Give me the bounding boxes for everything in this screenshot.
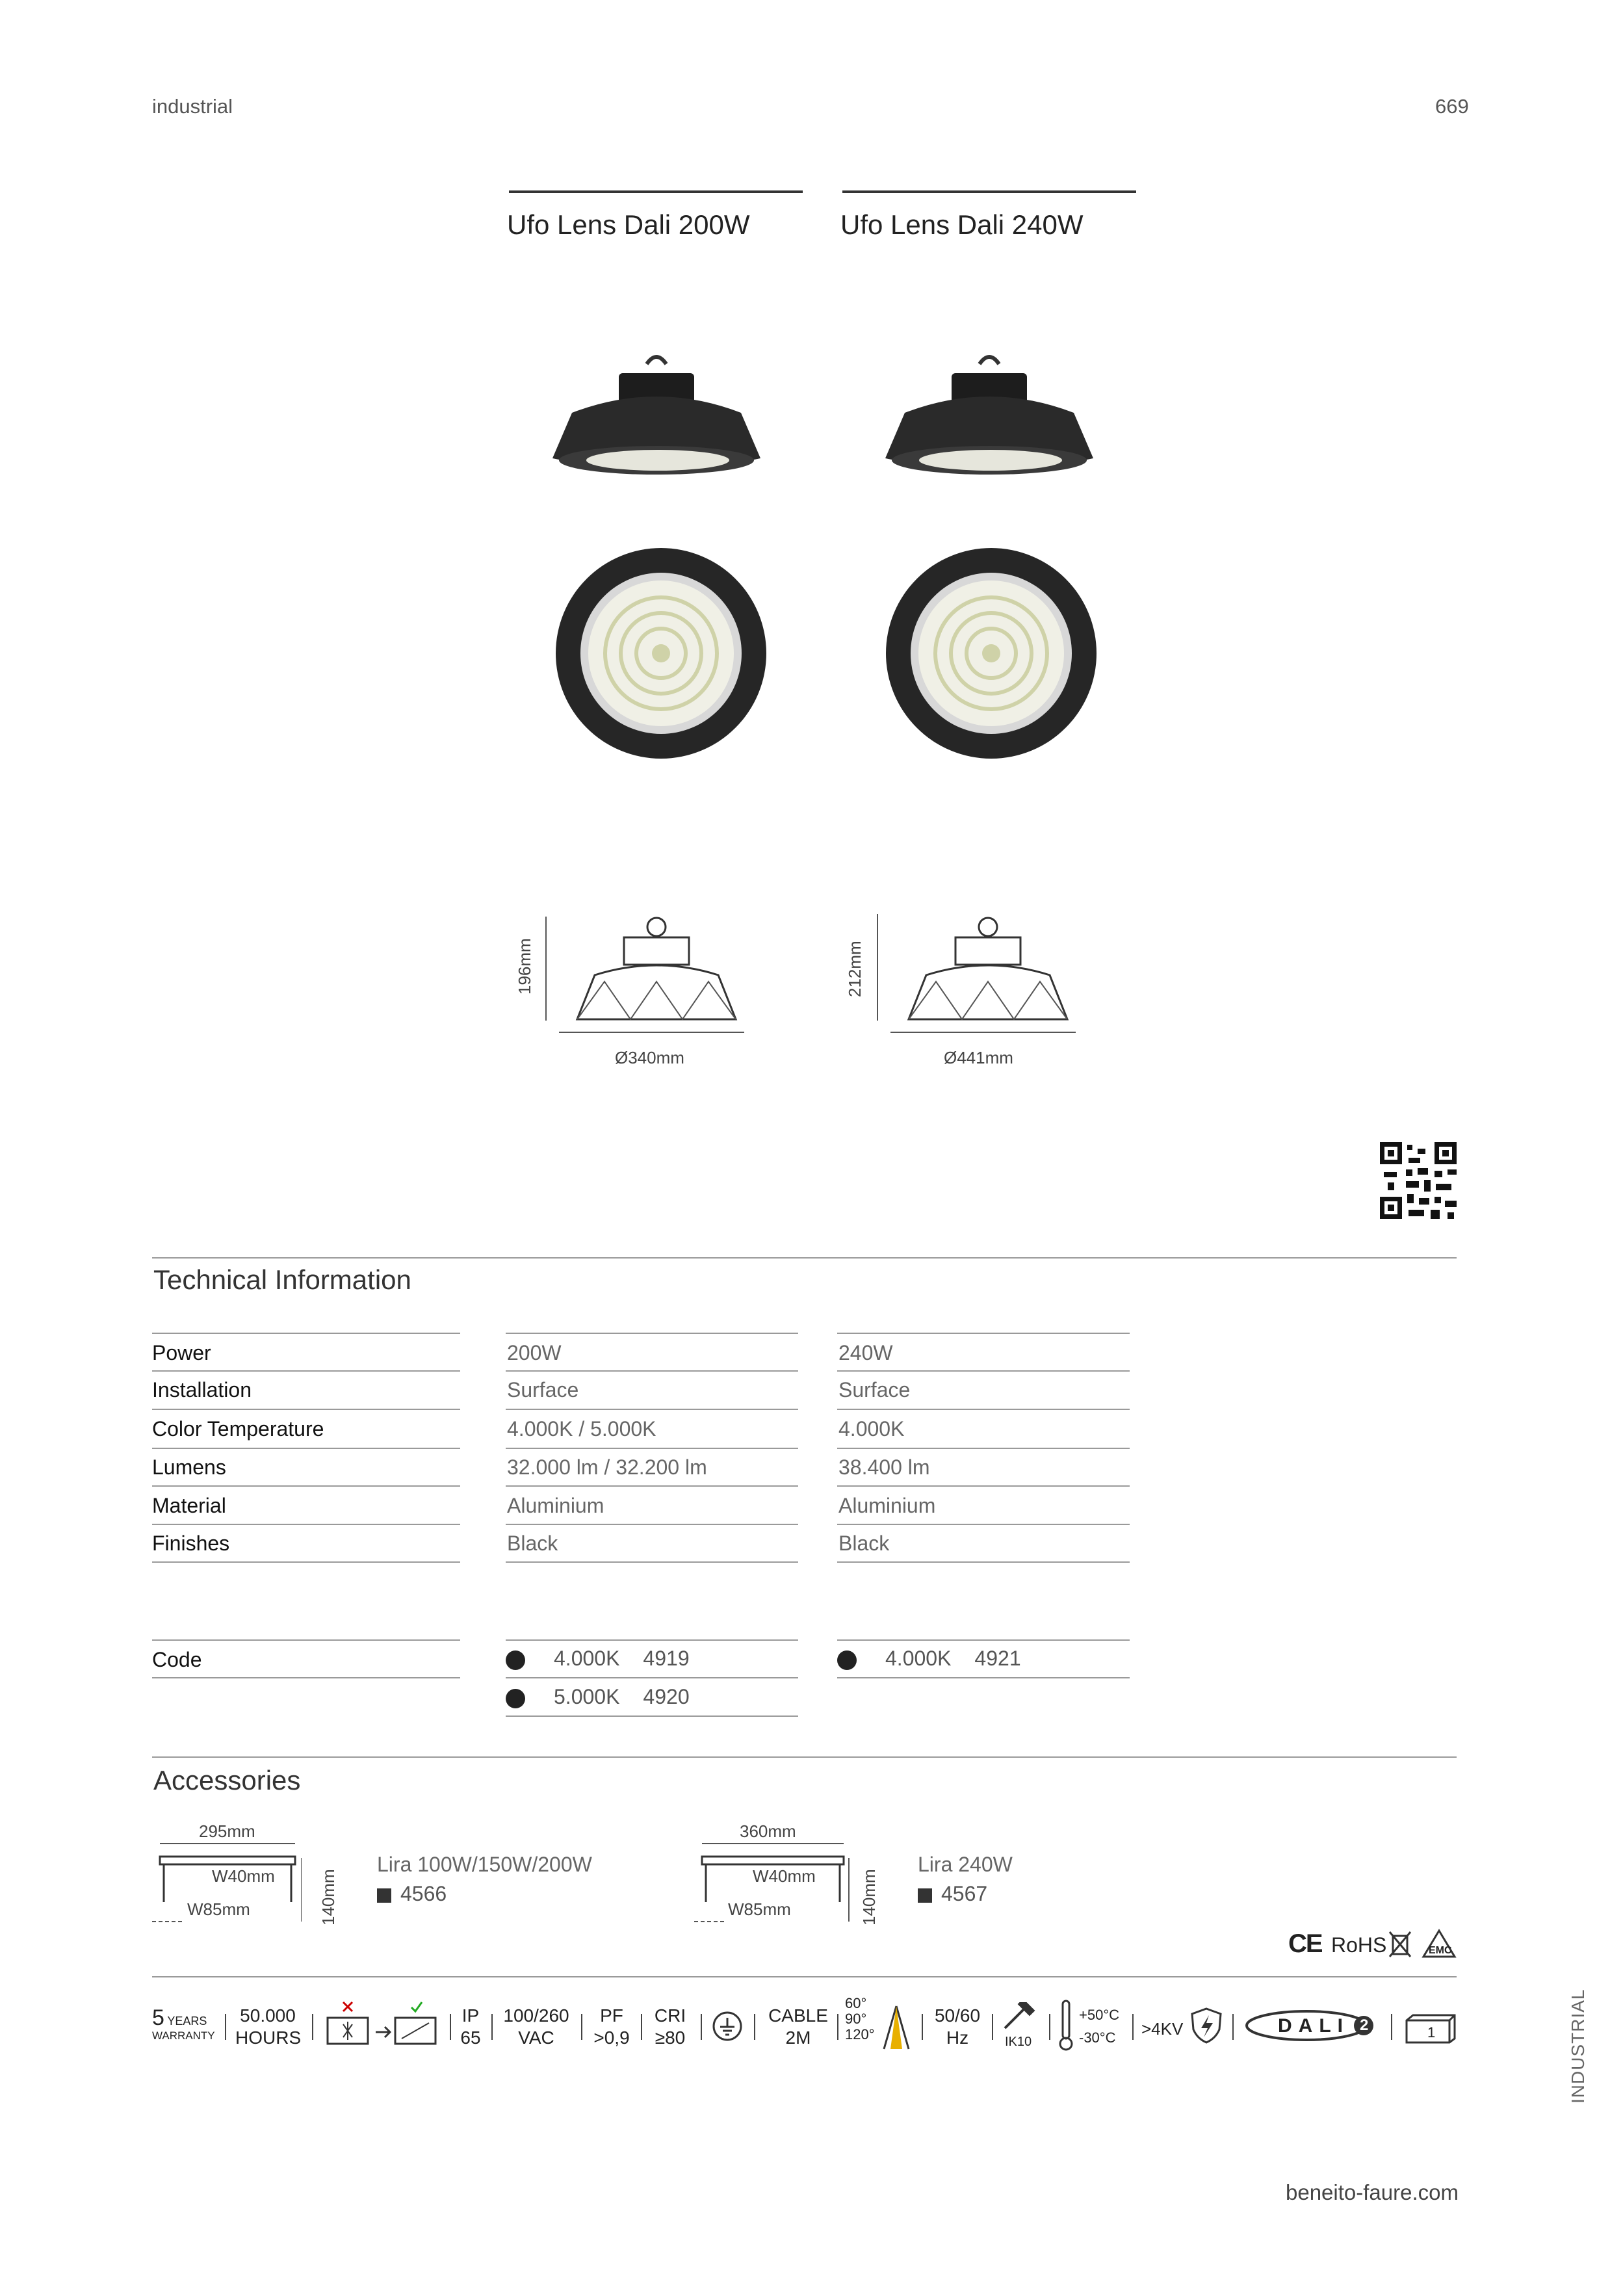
warranty-number: 5 [152, 2005, 164, 2030]
separator [1232, 2014, 1234, 2040]
cable-length [766, 2005, 831, 2048]
row-rule [837, 1448, 1130, 1449]
accessories-section-rule [152, 1756, 1457, 1758]
beam-angles [845, 1996, 875, 2043]
separator [312, 2014, 313, 2040]
beam-angle-3: 120° [845, 2026, 875, 2043]
row-rule [506, 1485, 798, 1487]
row-rule [152, 1333, 460, 1334]
separator [754, 2014, 755, 2040]
qr-code[interactable] [1380, 1142, 1457, 1219]
emc-label: EMC [1429, 1945, 1452, 1956]
separator [1132, 2014, 1134, 2040]
black-finish-square [918, 1888, 932, 1903]
product-2-drawing [864, 910, 1079, 1040]
ip-value: 65 [460, 2027, 481, 2048]
tech-col1-finishes: Black [507, 1532, 558, 1555]
row-rule [152, 1524, 460, 1525]
accessories-title: Accessories [153, 1765, 301, 1795]
surge-shield-icon [1189, 2006, 1223, 2045]
separator [225, 2014, 226, 2040]
separator [450, 2014, 451, 2040]
pf-label: PF [600, 2005, 623, 2026]
separator [641, 2014, 642, 2040]
ce-mark: CE [1288, 1929, 1322, 1958]
temperature-high: +50°C [1079, 2007, 1120, 2023]
temperature-range [1079, 2003, 1119, 2049]
accessory-1-name: Lira 100W/150W/200W [377, 1853, 592, 1876]
dali-version: 2 [1360, 2016, 1369, 2034]
code-row-4920 [506, 1685, 690, 1709]
separator [1049, 2014, 1050, 2040]
power-factor [589, 2005, 634, 2048]
row-rule [506, 1333, 798, 1334]
tech-col2-color-temperature: 4.000K [838, 1417, 905, 1441]
code-row-4919 [506, 1647, 690, 1671]
product-1-drawing [533, 910, 747, 1040]
cri-rating [647, 2005, 693, 2048]
accessory-2-base: W85mm [728, 1899, 791, 1919]
warranty-badge [152, 2006, 215, 2042]
row-rule [152, 1409, 460, 1410]
code-row-4921 [837, 1647, 1021, 1671]
product-1-rule [509, 190, 803, 193]
product-1-diameter-label: Ø340mm [615, 1048, 684, 1067]
row-rule [837, 1524, 1130, 1525]
separator [491, 2014, 493, 2040]
cri-value: ≥80 [655, 2027, 686, 2048]
code-number: 4919 [643, 1647, 690, 1670]
accessory-2-inner: W40mm [753, 1866, 816, 1886]
row-rule [506, 1524, 798, 1525]
product-2-rule [842, 190, 1136, 193]
impact-hammer-icon [1001, 2002, 1040, 2031]
black-finish-dot [506, 1650, 525, 1670]
black-finish-dot [506, 1689, 525, 1708]
frequency-unit: Hz [946, 2027, 969, 2048]
tech-col2-lumens: 38.400 lm [838, 1455, 930, 1479]
row-rule [506, 1448, 798, 1449]
black-finish-square [377, 1888, 391, 1903]
accessory-2-height: 140mm [859, 1869, 879, 1925]
tech-col1-power: 200W [507, 1341, 562, 1364]
tech-section-title: Technical Information [153, 1264, 411, 1295]
accessory-1-base: W85mm [187, 1899, 250, 1919]
ip-rating [459, 2005, 482, 2048]
surge-protection: >4KV [1141, 2019, 1184, 2039]
footer-website[interactable]: beneito-faure.com [1286, 2180, 1459, 2204]
tech-col1-color-temperature: 4.000K / 5.000K [507, 1417, 656, 1441]
code-rule [152, 1639, 460, 1641]
warranty-years: YEARS [167, 2015, 207, 2028]
beam-angle-2: 90° [845, 2011, 867, 2028]
frequency [929, 2005, 985, 2048]
warranty-word: WARRANTY [152, 2029, 215, 2042]
code-temp: 4.000K [554, 1647, 620, 1670]
cable-label: CABLE [768, 2005, 828, 2026]
header-section-label: industrial [152, 95, 233, 118]
separator [992, 2014, 993, 2040]
tech-col1-lumens: 32.000 lm / 32.200 lm [507, 1455, 707, 1479]
row-rule [837, 1370, 1130, 1372]
tech-label-material: Material [152, 1494, 226, 1517]
tech-label-color-temperature: Color Temperature [152, 1417, 324, 1441]
accessory-2-code [918, 1882, 987, 1906]
row-rule [152, 1485, 460, 1487]
tech-label-power: Power [152, 1341, 211, 1364]
ik-rating: IK10 [1005, 2035, 1032, 2049]
separator [837, 2014, 838, 2040]
row-rule [837, 1409, 1130, 1410]
code-rule [506, 1639, 798, 1641]
tech-col2-power: 240W [838, 1341, 893, 1364]
code-label: Code [152, 1648, 202, 1671]
tech-col2-installation: Surface [838, 1378, 911, 1402]
tech-col1-material: Aluminium [507, 1494, 604, 1517]
code-number: 4920 [643, 1685, 690, 1708]
accessory-2-name: Lira 240W [918, 1853, 1013, 1876]
ip-label: IP [461, 2005, 480, 2026]
side-section-label: INDUSTRIAL [1568, 1989, 1588, 2104]
product-2-side-image [879, 351, 1100, 481]
product-1-bottom-image [554, 546, 768, 761]
tech-col1-installation: Surface [507, 1378, 579, 1402]
row-rule [152, 1448, 460, 1449]
voltage-unit: VAC [518, 2027, 554, 2048]
rohs-mark: RoHS [1331, 1933, 1387, 1957]
page-number: 669 [1435, 95, 1469, 118]
row-rule [506, 1370, 798, 1372]
cri-label: CRI [654, 2005, 686, 2026]
tech-label-finishes: Finishes [152, 1532, 230, 1555]
code-temp: 4.000K [885, 1647, 952, 1670]
product-2-height-label: 212mm [845, 941, 864, 997]
product-1-title: Ufo Lens Dali 200W [507, 209, 750, 240]
ground-earth-icon [711, 2010, 744, 2042]
separator [581, 2014, 582, 2040]
code-number: 4921 [974, 1647, 1021, 1670]
row-rule [837, 1485, 1130, 1487]
separator [701, 2014, 702, 2040]
tech-col2-finishes: Black [838, 1532, 890, 1555]
black-finish-dot [837, 1650, 857, 1670]
separator [1391, 2014, 1392, 2040]
voltage-rating [500, 2005, 572, 2048]
accessory-2-width: 360mm [740, 1821, 796, 1841]
icons-section-rule [152, 1976, 1457, 1977]
accessory-1-inner: W40mm [212, 1866, 275, 1886]
package-quantity: 1 [1427, 2024, 1436, 2041]
product-2-title: Ufo Lens Dali 240W [840, 209, 1084, 240]
accessory-1-code [377, 1882, 447, 1906]
dali-label: DALI [1278, 2015, 1349, 2037]
temperature-low: -30°C [1079, 2029, 1116, 2046]
row-rule [152, 1561, 460, 1563]
row-rule [506, 1561, 798, 1563]
cable-value: 2M [785, 2027, 811, 2048]
beam-angle-1: 60° [845, 1995, 867, 2011]
code-rule [837, 1677, 1130, 1678]
row-rule [506, 1409, 798, 1410]
tech-label-installation: Installation [152, 1378, 252, 1402]
row-rule [837, 1333, 1130, 1334]
voltage-value: 100/260 [503, 2005, 569, 2026]
weee-bin-icon [1387, 1929, 1413, 1959]
row-rule [152, 1370, 460, 1372]
code-rule [837, 1639, 1130, 1641]
code-rule [152, 1677, 460, 1678]
tech-label-lumens: Lumens [152, 1455, 226, 1479]
accessory-1-width: 295mm [199, 1821, 255, 1841]
tech-section-rule [152, 1257, 1457, 1259]
accessory-code-number: 4567 [941, 1882, 988, 1905]
product-2-diameter-label: Ø441mm [944, 1048, 1013, 1067]
hours-number: 50.000 [240, 2005, 296, 2026]
code-rule [506, 1715, 798, 1717]
product-2-bottom-image [884, 546, 1098, 761]
tech-col2-material: Aluminium [838, 1494, 936, 1517]
separator [922, 2014, 923, 2040]
row-rule [837, 1561, 1130, 1563]
pf-value: >0,9 [593, 2027, 630, 2048]
hours-word: HOURS [235, 2027, 302, 2048]
accessory-1-height: 140mm [318, 1869, 338, 1925]
hours-badge [235, 2005, 300, 2048]
frequency-value: 50/60 [934, 2005, 981, 2026]
code-temp: 5.000K [554, 1685, 620, 1708]
glass-replacement-icon [324, 1998, 441, 2054]
accessory-code-number: 4566 [400, 1882, 447, 1905]
product-1-side-image [546, 351, 767, 481]
product-1-height-label: 196mm [515, 938, 534, 995]
thermometer-icon [1058, 2000, 1074, 2052]
beam-angle-icon [880, 2003, 913, 2050]
code-rule [506, 1677, 798, 1678]
